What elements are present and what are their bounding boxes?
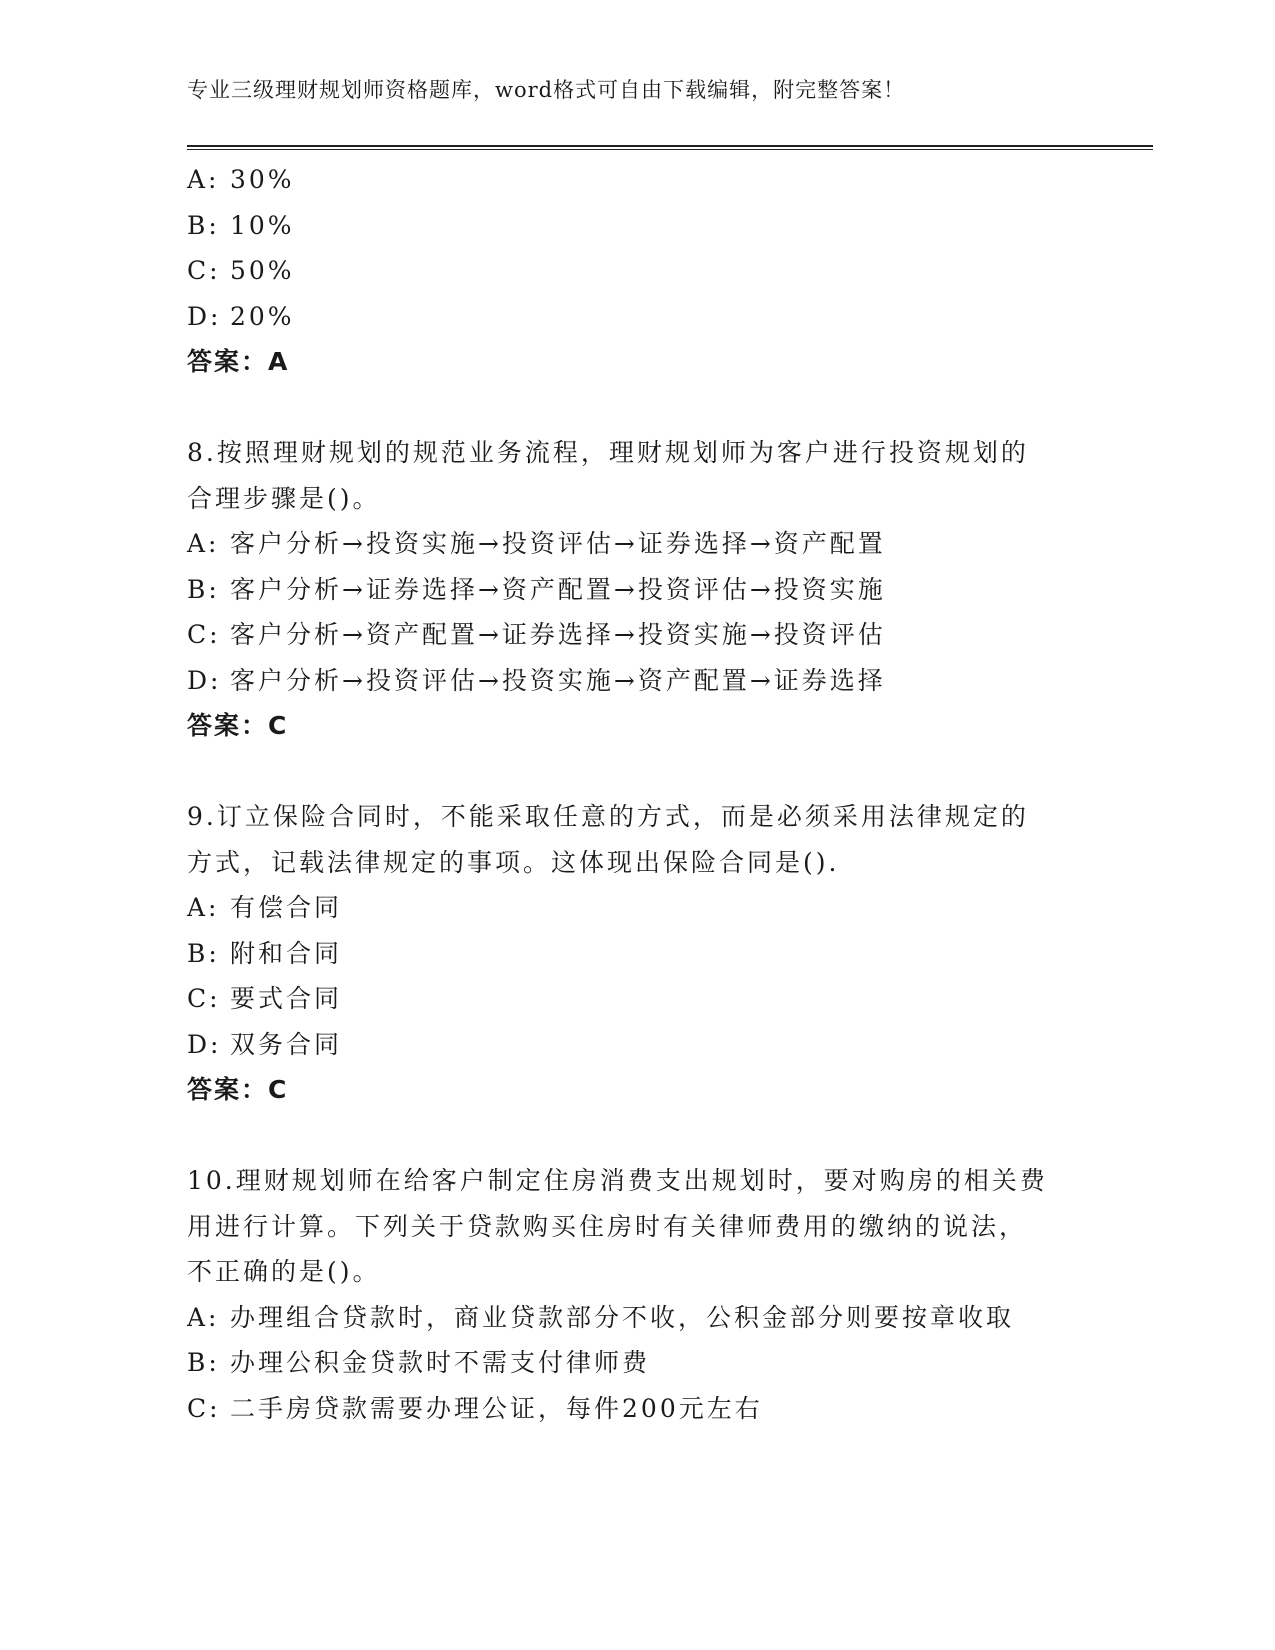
option-b	[187, 931, 1087, 977]
option-letter: C:	[187, 620, 221, 649]
option-text: 附和合同	[230, 938, 343, 968]
spacer	[187, 1113, 1087, 1159]
option-text: 客户分析→证券选择→资产配置→投资评估→投资实施	[230, 574, 886, 604]
option-text: 办理公积金贷款时不需支付律师费	[230, 1348, 651, 1377]
option-a	[187, 521, 1087, 567]
option-text: 20%	[230, 301, 295, 331]
header-divider	[187, 145, 1153, 150]
document-body	[187, 157, 1087, 1431]
option-letter: D:	[187, 665, 222, 695]
option-letter: A:	[187, 165, 220, 194]
option-text: 30%	[230, 165, 295, 194]
option-text: 客户分析→投资评估→投资实施→资产配置→证券选择	[230, 665, 886, 695]
question-8-line-2: 合理步骤是()。	[187, 483, 381, 513]
option-text: 客户分析→投资实施→投资评估→证券选择→资产配置	[230, 529, 886, 558]
option-letter: C:	[187, 1393, 221, 1423]
option-text: 要式合同	[230, 984, 343, 1013]
option-letter: B:	[187, 1348, 220, 1377]
spacer	[187, 749, 1087, 795]
option-letter: B:	[187, 574, 220, 604]
question-8-line-1: 8.按照理财规划的规范业务流程，理财规划师为客户进行投资规划的	[187, 438, 1029, 467]
option-d	[187, 294, 1087, 340]
option-text: 10%	[230, 210, 295, 240]
option-b	[187, 567, 1087, 613]
option-c	[187, 248, 1087, 294]
answer: 答案：A	[187, 347, 290, 376]
question-9-line-1: 9.订立保险合同时，不能采取任意的方式，而是必须采用法律规定的	[187, 802, 1029, 831]
option-text: 二手房贷款需要办理公证，每件200元左右	[230, 1393, 763, 1423]
option-text: 50%	[230, 256, 295, 285]
option-c	[187, 976, 1087, 1022]
option-letter: D:	[187, 1029, 222, 1059]
spacer	[187, 385, 1087, 431]
page-header: 专业三级理财规划师资格题库，word格式可自由下载编辑，附完整答案！	[187, 78, 906, 102]
option-c	[187, 1386, 1087, 1432]
option-letter: A:	[187, 529, 220, 558]
option-d	[187, 1022, 1087, 1068]
option-b	[187, 1340, 1087, 1386]
option-letter: B:	[187, 210, 220, 240]
option-a	[187, 885, 1087, 931]
option-a	[187, 1295, 1087, 1341]
option-letter: A:	[187, 1302, 220, 1332]
option-d	[187, 658, 1087, 704]
option-letter: C:	[187, 984, 221, 1013]
option-text: 有偿合同	[230, 893, 343, 922]
question-10-line-1: 10.理财规划师在给客户制定住房消费支出规划时，要对购房的相关费	[187, 1166, 1048, 1195]
option-letter: A:	[187, 893, 220, 922]
option-a	[187, 157, 1087, 203]
option-letter: B:	[187, 938, 220, 968]
option-letter: C:	[187, 256, 221, 285]
question-10-line-3: 不正确的是()。	[187, 1257, 381, 1286]
option-b	[187, 203, 1087, 249]
option-c	[187, 612, 1087, 658]
option-letter: D:	[187, 301, 222, 331]
question-9-line-2: 方式，记载法律规定的事项。这体现出保险合同是().	[187, 847, 840, 877]
option-text: 办理组合贷款时，商业贷款部分不收，公积金部分则要按章收取	[230, 1302, 1015, 1332]
question-10-line-2: 用进行计算。下列关于贷款购买住房时有关律师费用的缴纳的说法，	[187, 1211, 1028, 1241]
option-text: 客户分析→资产配置→证券选择→投资实施→投资评估	[230, 620, 886, 649]
answer: 答案：C	[187, 1075, 289, 1104]
option-text: 双务合同	[230, 1029, 343, 1059]
answer: 答案：C	[187, 711, 289, 740]
